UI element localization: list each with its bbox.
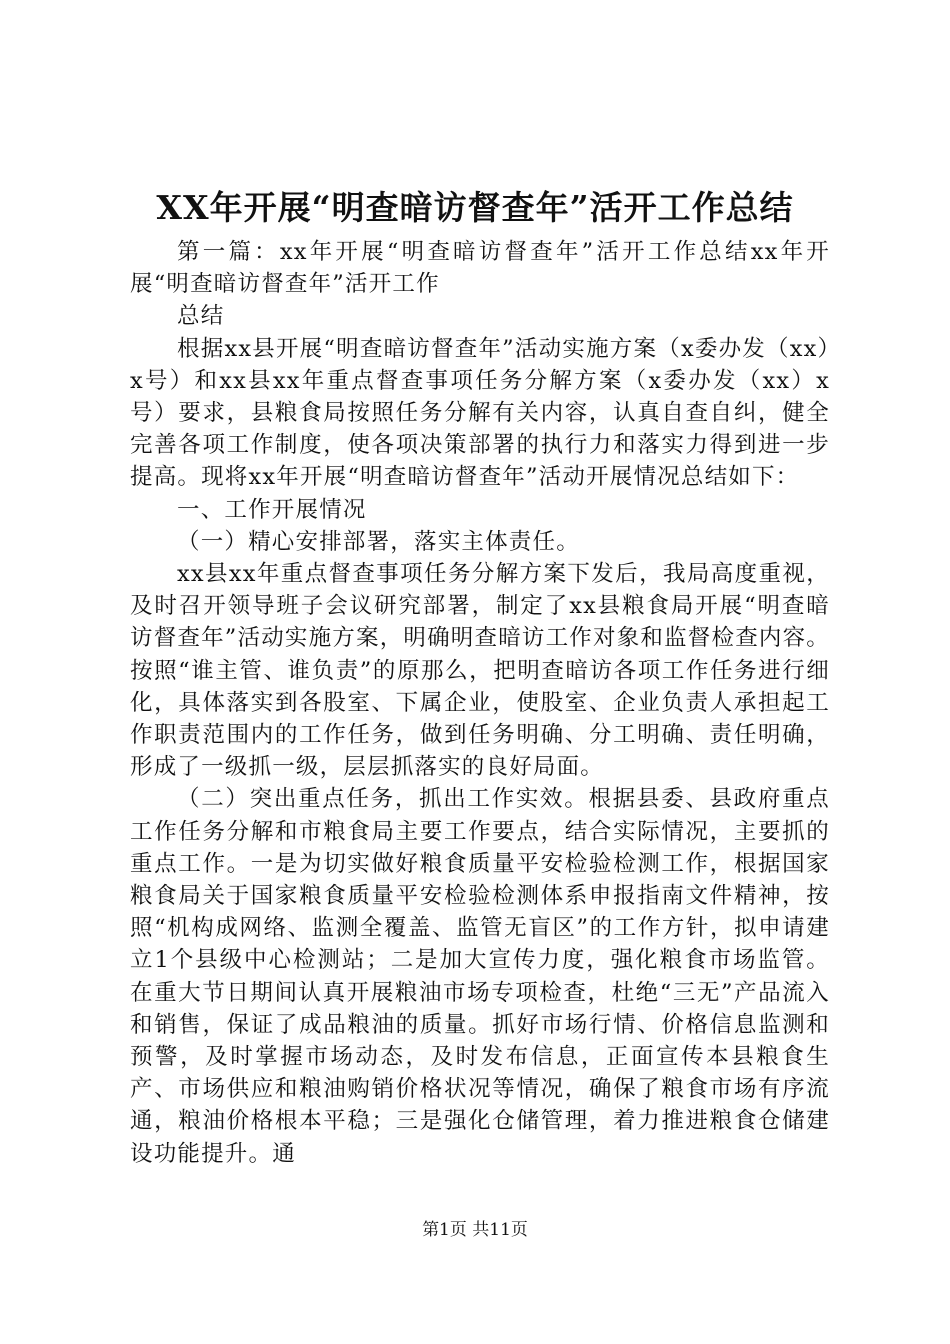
paragraph-subsection-1: xx县xx年重点督查事项任务分解方案下发后，我局高度重视，及时召开领导班子会议研究部署，制定了xx县粮食局开展“明查暗访督查年”活动实施方案，明确明查暗访工作对象和监督检查内容。按照“谁主管、谁负责”的原那么，把明查暗访各项工作任务进行细化，具体落实到各股室、下属企业，使股室、企业负责人承担起工作职责范围内的工作任务，做到任务明确、分工明确、责任明确，形成了一级抓一级，层层抓落实的良好局面。 xyxy=(130,561,831,781)
document-title: XX年开展“明查暗访督查年”活开工作总结 xyxy=(156,188,794,227)
page-footer: 第1页 共11页 xyxy=(422,1220,528,1240)
paragraph-summary-label: 总结 xyxy=(177,303,225,330)
paragraph-intro: 根据xx县开展“明查暗访督查年”活动实施方案（x委办发（xx）x号）和xx县xx年重点督查事项任务分解方案（x委办发（xx）x号）要求，县粮食局按照任务分解有关内容，认真自查自纠，健全完善各项工作制度，使各项决策部署的执行力和落实力得到进一步提高。现将xx年开展“明查暗访督查年”活动开展情况总结如下： xyxy=(130,335,830,491)
paragraph-heading-first-part: 第一篇：xx年开展“明查暗访督查年”活开工作总结xx年开展“明查暗访督查年”活开工作 xyxy=(130,239,830,298)
document-body xyxy=(130,236,830,1170)
subsection-heading-1: （一）精心安排部署，落实主体责任。 xyxy=(177,528,580,555)
paragraph-subsection-2: （二）突出重点任务，抓出工作实效。根据县委、县政府重点工作任务分解和市粮食局主要工作要点，结合实际情况，主要抓的重点工作。一是为切实做好粮食质量平安检验检测工作，根据国家粮食局关于国家粮食质量平安检验检测体系申报指南文件精神，按照“机构成网络、监测全覆盖、监管无盲区”的工作方针，拟申请建立1个县级中心检测站；二是加大宣传力度，强化粮食市场监管。在重大节日期间认真开展粮油市场专项检查，杜绝“三无”产品流入和销售，保证了成品粮油的质量。抓好市场行情、价格信息监测和预警，及时掌握市场动态，及时发布信息，正面宣传本县粮食生产、市场供应和粮油购销价格状况等情况，确保了粮食市场有序流通，粮油价格根本平稳；三是强化仓储管理，着力推进粮食仓储建设功能提升。通 xyxy=(130,786,830,1167)
section-heading-work-status: 一、工作开展情况 xyxy=(177,496,367,523)
